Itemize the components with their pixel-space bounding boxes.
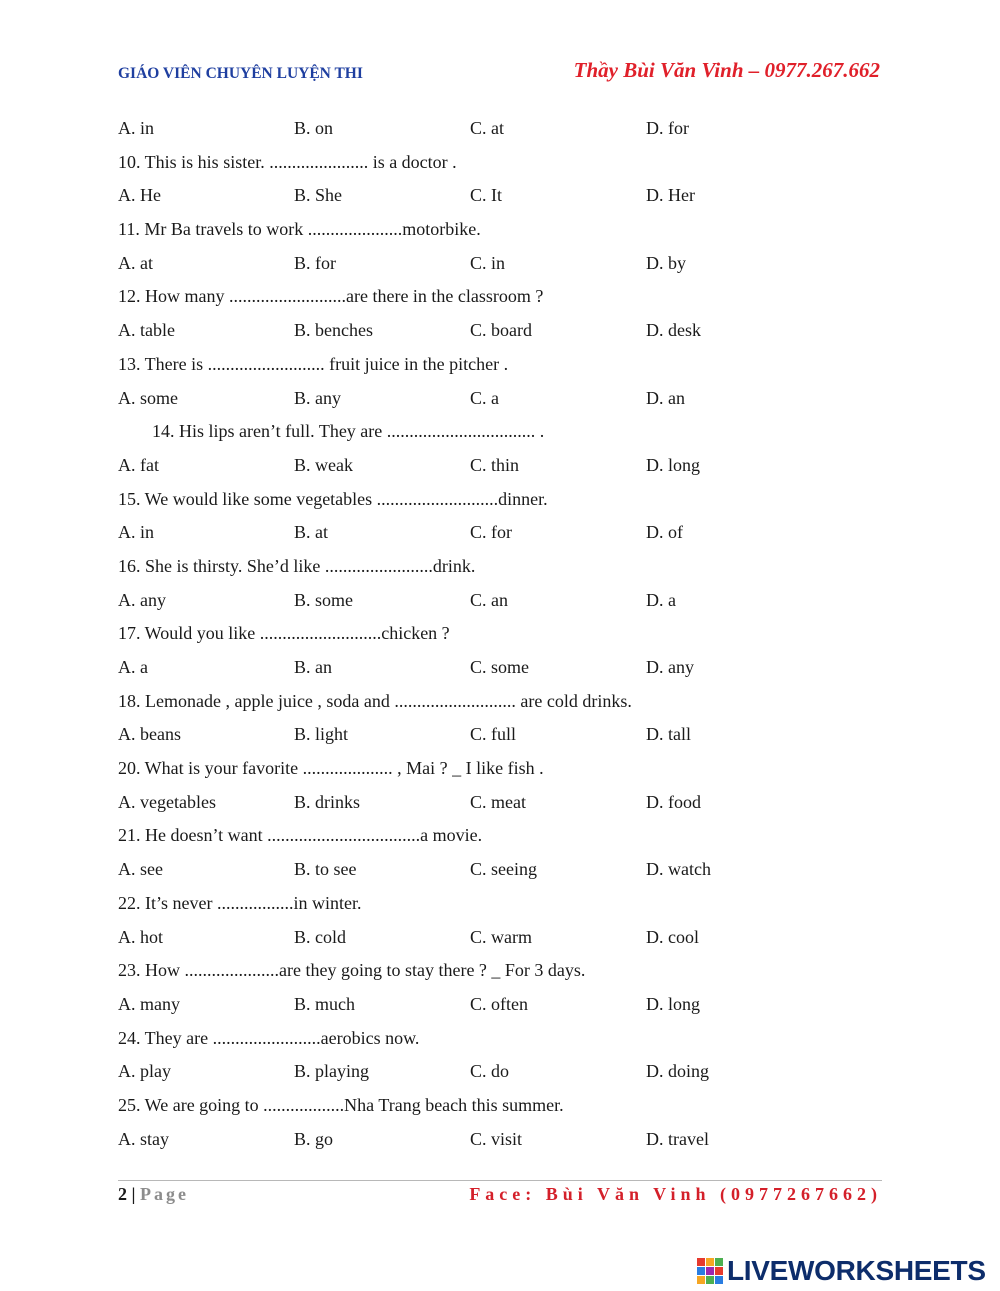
answer-option-a: A. any (118, 589, 166, 610)
answer-option-a: A. stay (118, 1128, 169, 1149)
answer-option-d: D. a (646, 589, 676, 610)
answer-option-d: D. by (646, 252, 686, 273)
page-number (118, 1184, 189, 1205)
answer-option-d: D. an (646, 387, 685, 408)
answer-option-a: A. He (118, 185, 161, 206)
answer-option-a: A. some (118, 387, 178, 408)
answer-option-d: D. long (646, 454, 700, 475)
answer-option-c: C. in (470, 252, 506, 273)
question-text: 12. How many ..........................are there in the classroom ? (118, 286, 544, 307)
question-text: 14. His lips aren’t full. They are ................................. . (152, 421, 545, 442)
liveworksheets-brand[interactable] (697, 1254, 997, 1288)
answer-option-a: A. play (118, 1061, 171, 1082)
answer-option-d: D. doing (646, 1061, 709, 1082)
answer-option-b: B. an (294, 657, 332, 677)
header-teacher-contact: Thầy Bùi Văn Vinh – 0977.267.662 (573, 58, 880, 82)
answer-option-a: A. at (118, 252, 153, 273)
answer-option-c: C. an (470, 589, 508, 610)
question-text: 16. She is thirsty. She’d like ........................drink. (118, 555, 476, 576)
question-text: 17. Would you like ...........................chicken ? (118, 623, 450, 644)
answer-option-c: C. do (470, 1061, 510, 1082)
question-text: 15. We would like some vegetables ...........................dinner. (118, 488, 548, 509)
page-footer (118, 1184, 882, 1208)
answer-option-b: B. some (294, 589, 354, 610)
answer-option-c: C. some (470, 657, 530, 677)
question-text: 25. We are going to ..................Nha Trang beach this summer. (118, 1094, 564, 1115)
answer-option-b: B. She (294, 185, 343, 206)
answer-option-a: A. a (118, 657, 148, 677)
header-title: GIÁO VIÊN CHUYÊN LUYỆN THI (118, 65, 363, 82)
answer-option-b: B. cold (294, 926, 346, 947)
answer-option-b: B. playing (294, 1061, 369, 1082)
answer-options-row (118, 718, 898, 752)
answer-option-d: D. travel (646, 1128, 709, 1149)
answer-option-c: C. It (470, 185, 503, 206)
answer-options-row (118, 584, 898, 618)
answer-option-c: C. seeing (470, 859, 537, 880)
worksheet-body (118, 112, 898, 1156)
liveworksheets-wordmark: LIVEWORKSHEETS (727, 1255, 986, 1286)
answer-option-d: D. desk (646, 320, 701, 341)
answer-option-a: A. beans (118, 724, 181, 745)
footer-divider (118, 1180, 882, 1181)
answer-option-a: A. vegetables (118, 791, 216, 812)
question-text: 21. He doesn’t want ..................................a movie. (118, 825, 483, 846)
answer-options-row (118, 651, 898, 685)
question-text: 18. Lemonade , apple juice , soda and ........................... are cold drinks. (118, 690, 632, 711)
answer-option-a: A. hot (118, 926, 163, 947)
question-text: 13. There is .......................... fruit juice in the pitcher . (118, 353, 509, 374)
answer-option-c: C. thin (470, 454, 520, 475)
answer-option-b: B. for (294, 252, 336, 273)
answer-option-d: D. of (646, 522, 683, 543)
answer-option-d: D. watch (646, 859, 711, 880)
page-number-value: 2 (118, 1184, 127, 1204)
question-text: 23. How .....................are they going to stay there ? _ For 3 days. (118, 960, 586, 981)
answer-option-d: D. any (646, 657, 694, 677)
answer-option-d: D. Her (646, 185, 695, 206)
answer-options-row (118, 516, 898, 550)
answer-option-b: B. to see (294, 859, 357, 880)
question-text: 22. It’s never .................in winter. (118, 892, 362, 913)
answer-options-row (118, 247, 898, 281)
answer-option-a: A. in (118, 118, 154, 138)
answer-options-row (118, 853, 898, 887)
page-number-separator: | (127, 1184, 140, 1204)
question-text: 24. They are ........................aerobics now. (118, 1027, 420, 1048)
answer-options-row (118, 1123, 898, 1157)
answer-option-c: C. often (470, 993, 528, 1014)
answer-options-row (118, 786, 898, 820)
answer-option-c: C. a (470, 387, 499, 408)
answer-option-c: C. meat (470, 791, 526, 812)
footer-contact: Face: Bùi Văn Vinh (0977267662) (469, 1184, 882, 1204)
answer-options-row (118, 1055, 898, 1089)
page-label: Page (139, 1184, 189, 1204)
answer-options-row (118, 449, 898, 483)
answer-option-b: B. weak (294, 454, 353, 475)
answer-option-d: D. long (646, 993, 700, 1014)
answer-option-b: B. light (294, 724, 349, 745)
question-text: 20. What is your favorite .................... , Mai ? _ I like fish . (118, 758, 544, 779)
answer-option-b: B. drinks (294, 791, 361, 812)
answer-option-c: C. for (470, 522, 512, 543)
answer-option-c: C. board (470, 320, 532, 341)
answer-option-a: A. many (118, 993, 180, 1014)
answer-option-d: D. food (646, 791, 701, 812)
answer-option-b: B. benches (294, 320, 373, 341)
answer-option-b: B. any (294, 387, 341, 408)
answer-option-c: C. at (470, 118, 504, 138)
answer-option-c: C. full (470, 724, 517, 745)
question-text: 11. Mr Ba travels to work .....................motorbike. (118, 219, 481, 240)
answer-options-row (118, 112, 898, 146)
liveworksheets-logo-icon (697, 1258, 723, 1284)
answer-option-a: A. fat (118, 454, 159, 475)
answer-option-b: B. much (294, 993, 355, 1014)
answer-option-b: B. at (294, 522, 328, 543)
answer-option-d: D. tall (646, 724, 691, 745)
answer-option-d: D. for (646, 118, 689, 138)
answer-option-a: A. see (118, 859, 163, 880)
answer-option-b: B. go (294, 1128, 334, 1149)
answer-options-row (118, 921, 898, 955)
answer-option-c: C. visit (470, 1128, 523, 1149)
answer-options-row (118, 382, 898, 416)
answer-option-d: D. cool (646, 926, 699, 947)
answer-option-a: A. table (118, 320, 175, 341)
answer-option-c: C. warm (470, 926, 532, 947)
answer-option-a: A. in (118, 522, 154, 543)
answer-option-b: B. on (294, 118, 334, 138)
question-text: 10. This is his sister. ...................... is a doctor . (118, 151, 457, 172)
page-header (118, 58, 880, 88)
answer-options-row (118, 988, 898, 1022)
answer-options-row (118, 179, 898, 213)
answer-options-row (118, 314, 898, 348)
